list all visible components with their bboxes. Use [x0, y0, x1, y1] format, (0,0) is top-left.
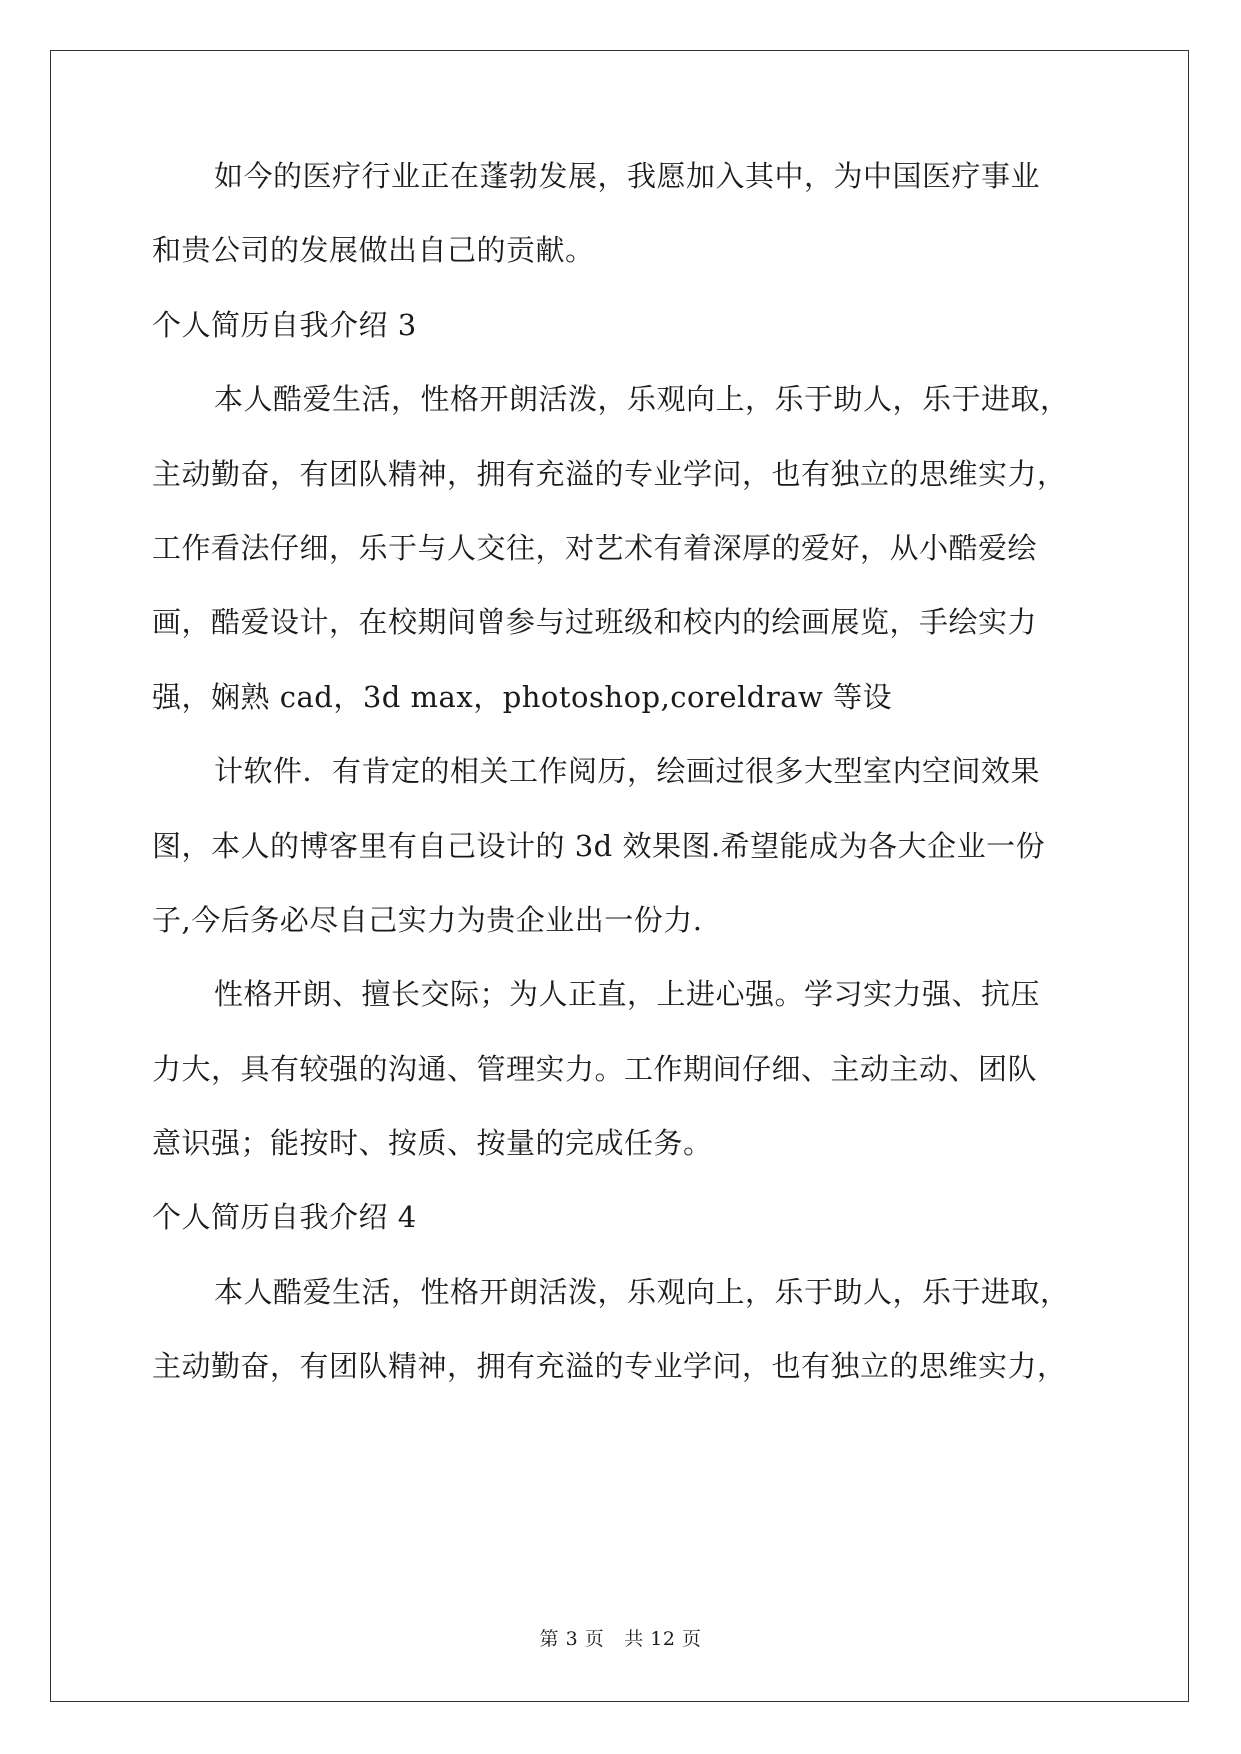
text-line: 主动勤奋，有团队精神，拥有充溢的专业学问，也有独立的思维实力， — [152, 1349, 1067, 1384]
text-line: 图，本人的博客里有自己设计的 3d 效果图.希望能成为各大企业一份 — [152, 828, 1046, 863]
text-line: 本人酷爱生活，性格开朗活泼，乐观向上，乐于助人，乐于进取， — [214, 1274, 1070, 1309]
page-footer — [0, 1627, 1241, 1651]
text-line: 个人简历自我介绍 3 — [152, 307, 417, 342]
text-line: 子,今后务必尽自己实力为贵企业出一份力. — [152, 902, 703, 937]
text-line: 计软件．有肯定的相关工作阅历，绘画过很多大型室内空间效果 — [214, 754, 1041, 789]
page-number-current: 第 3 页 — [539, 1628, 605, 1650]
text-line: 强，娴熟 cad，3d max，photoshop,coreldraw 等设 — [152, 679, 893, 714]
text-line: 工作看法仔细，乐于与人交往，对艺术有着深厚的爱好，从小酷爱绘 — [152, 530, 1038, 565]
text-line: 个人简历自我介绍 4 — [152, 1200, 417, 1235]
document-body — [152, 160, 1092, 1425]
page-number-total: 共 12 页 — [624, 1628, 702, 1650]
text-line: 力大，具有较强的沟通、管理实力。工作期间仔细、主动主动、团队 — [152, 1051, 1038, 1086]
text-line: 画，酷爱设计，在校期间曾参与过班级和校内的绘画展览，手绘实力 — [152, 605, 1038, 640]
text-line: 如今的医疗行业正在蓬勃发展，我愿加入其中，为中国医疗事业 — [214, 159, 1041, 193]
text-line: 意识强；能按时、按质、按量的完成任务。 — [152, 1126, 713, 1161]
text-line: 主动勤奋，有团队精神，拥有充溢的专业学问，也有独立的思维实力， — [152, 456, 1067, 491]
text-line: 和贵公司的发展做出自己的贡献。 — [152, 233, 595, 268]
text-line: 性格开朗、擅长交际；为人正直，上进心强。学习实力强、抗压 — [214, 977, 1041, 1012]
text-line: 本人酷爱生活，性格开朗活泼，乐观向上，乐于助人，乐于进取， — [214, 382, 1070, 417]
